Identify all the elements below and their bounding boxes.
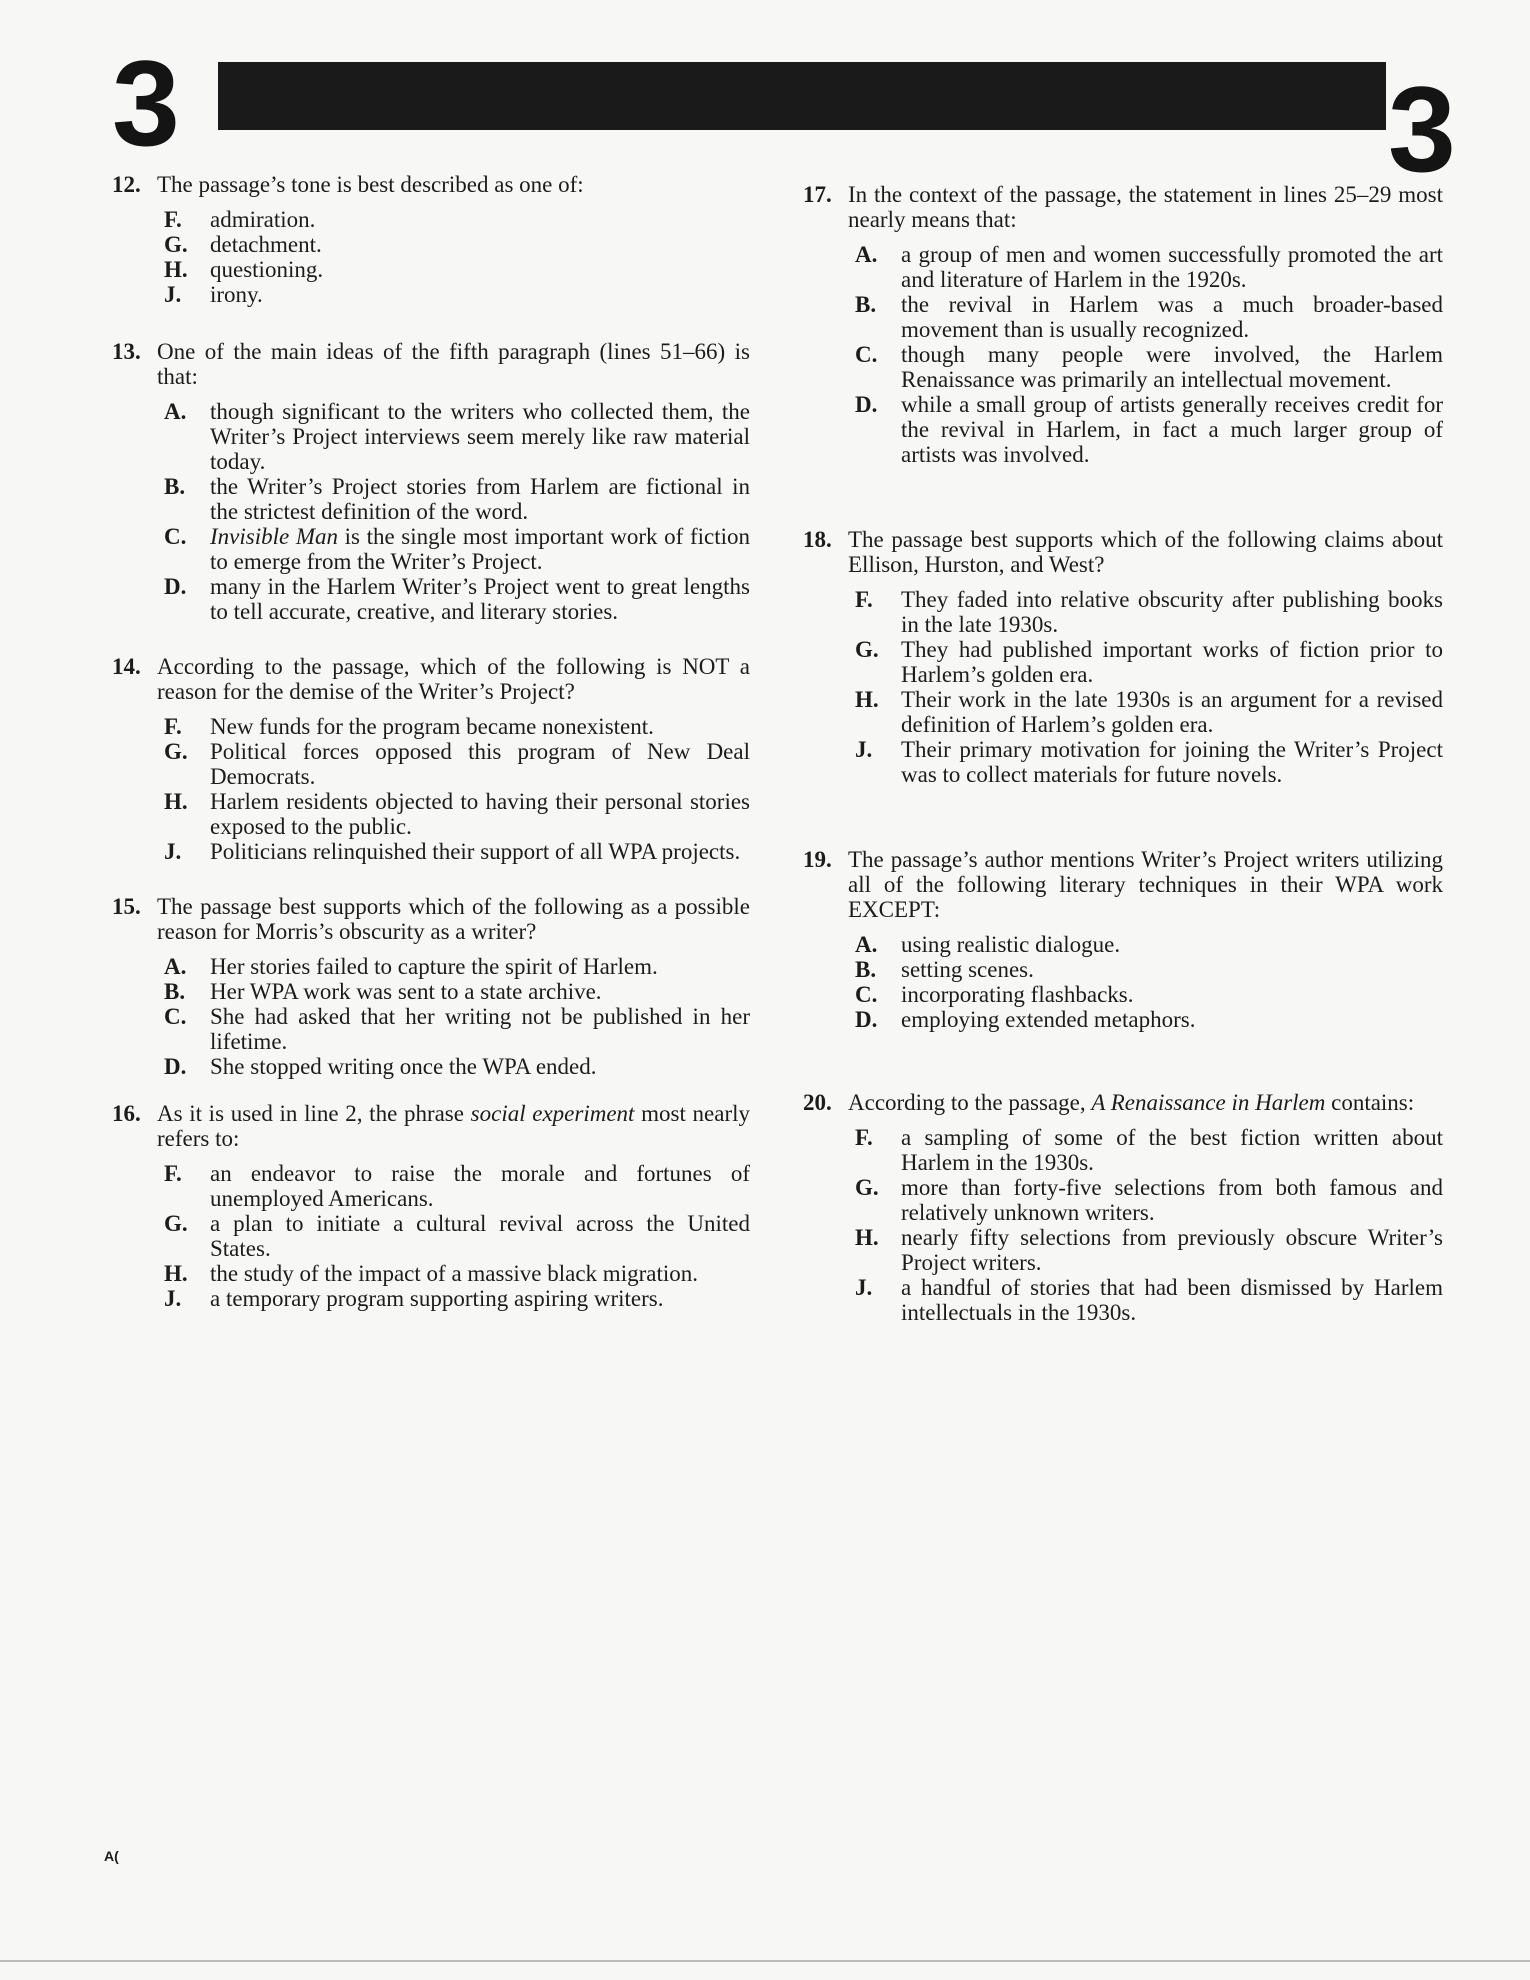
answer-choice-g[interactable] [164,739,750,789]
answer-choice-f[interactable] [855,587,1443,637]
choice-text: a temporary program supporting aspiring writers. [210,1286,664,1311]
choice-text: Her WPA work was sent to a state archive. [210,979,602,1004]
stem-text: According to the passage, [848,1090,1092,1115]
choice-text: nearly fifty selections from previously obscure Writer’s Project writers. [901,1225,1443,1275]
question-17 [803,182,1443,467]
choice-text: though many people were involved, the Harlem Renaissance was primarily an intellectual movement. [901,342,1443,392]
answer-choices [855,1125,1443,1325]
choice-letter: C. [855,342,878,367]
question-stem: According to the passage, which of the following is NOT a reason for the demise of the Writer’s Project? [157,654,750,704]
question-18 [803,527,1443,787]
choice-text: setting scenes. [901,957,1034,982]
choice-letter: B. [855,957,877,982]
choice-text: a plan to initiate a cultural revival across the United States. [210,1211,750,1261]
answer-choices [855,242,1443,467]
answer-choice-h[interactable] [164,789,750,839]
choice-text: Harlem residents objected to having their personal stories exposed to the public. [210,789,750,839]
choice-text: Their primary motivation for joining the Writer’s Project was to collect materials for future novels. [901,737,1443,787]
answer-choice-h[interactable] [855,687,1443,737]
choice-text: the revival in Harlem was a much broader-based movement than is usually recognized. [901,292,1443,342]
choice-text: incorporating flashbacks. [901,982,1134,1007]
answer-choice-f[interactable] [164,207,750,232]
choice-text [210,524,750,574]
question-number: 13. [112,339,141,364]
answer-choices [164,207,750,307]
question-stem: The passage best supports which of the following claims about Ellison, Hurston, and West? [848,527,1443,577]
choice-letter: G. [164,739,188,764]
answer-choice-f[interactable] [164,1161,750,1211]
answer-choice-b[interactable] [164,979,750,1004]
choice-letter: G. [855,637,879,662]
answer-choice-g[interactable] [164,1211,750,1261]
answer-choice-h[interactable] [855,1225,1443,1275]
answer-choice-a[interactable] [164,399,750,474]
choice-letter: D. [164,1054,187,1079]
choice-text: the Writer’s Project stories from Harlem are fictional in the strictest definition of the word. [210,474,750,524]
answer-choice-f[interactable] [855,1125,1443,1175]
choice-letter: A. [855,242,878,267]
choice-text: Her stories failed to capture the spirit of Harlem. [210,954,658,979]
choice-letter: F. [855,587,873,612]
choice-letter: D. [855,392,878,417]
answer-choice-g[interactable] [855,637,1443,687]
choice-letter: J. [164,1286,182,1311]
answer-choices [164,1161,750,1311]
choice-text: the study of the impact of a massive black migration. [210,1261,698,1286]
choice-text: detachment. [210,232,322,257]
choice-letter: F. [855,1125,873,1150]
section-number-right: 3 [1388,61,1456,197]
choice-letter: D. [164,574,187,599]
answer-choices [164,399,750,624]
question-16 [112,1101,750,1311]
answer-choice-j[interactable] [855,737,1443,787]
left-column [112,172,750,1311]
section-number-left: 3 [112,35,180,171]
answer-choice-a[interactable] [855,932,1443,957]
answer-choices [164,714,750,864]
choice-letter: A. [164,954,187,979]
choice-letter: H. [164,789,188,814]
answer-choice-b[interactable] [855,957,1443,982]
choice-letter: H. [855,1225,879,1250]
question-stem: The passage’s tone is best described as one of: [157,172,584,197]
answer-choice-d[interactable] [164,1054,750,1079]
stem-text: most nearly refers to: [157,1101,750,1151]
answer-choice-c[interactable] [855,982,1443,1007]
answer-choice-j[interactable] [164,282,750,307]
answer-choice-c[interactable] [855,342,1443,392]
question-number: 15. [112,894,141,919]
choice-letter: H. [164,257,188,282]
answer-choice-a[interactable] [855,242,1443,292]
footer-mark: A( [104,1848,119,1864]
section-header-bar [218,62,1386,130]
question-15 [112,894,750,1079]
choice-text: a handful of stories that had been dismissed by Harlem intellectuals in the 1930s. [901,1275,1443,1325]
choice-text: though significant to the writers who collected them, the Writer’s Project interviews seem merely like raw material today. [210,399,750,474]
answer-choices [855,587,1443,787]
question-14 [112,654,750,864]
answer-choice-d[interactable] [855,392,1443,467]
choice-letter: F. [164,714,182,739]
question-20 [803,1090,1443,1325]
question-stem: In the context of the passage, the statement in lines 25–29 most nearly means that: [848,182,1443,232]
right-column [803,182,1443,1325]
choice-text: employing extended metaphors. [901,1007,1196,1032]
choice-letter: D. [855,1007,878,1032]
choice-text: They had published important works of fiction prior to Harlem’s golden era. [901,637,1443,687]
choice-letter: B. [164,474,186,499]
answer-choice-g[interactable] [855,1175,1443,1225]
book-title: Invisible Man [210,524,338,549]
question-stem: One of the main ideas of the fifth paragraph (lines 51–66) is that: [157,339,750,389]
question-number: 14. [112,654,141,679]
choice-text: New funds for the program became nonexistent. [210,714,654,739]
answer-choice-c[interactable] [164,1004,750,1054]
choice-text: an endeavor to raise the morale and fortunes of unemployed Americans. [210,1161,750,1211]
choice-text: using realistic dialogue. [901,932,1121,957]
question-19 [803,847,1443,1032]
answer-choice-f[interactable] [164,714,750,739]
choice-text: many in the Harlem Writer’s Project went to great lengths to tell accurate, creative, and literary stories. [210,574,750,624]
choice-letter: G. [164,232,188,257]
choice-letter: J. [855,1275,873,1300]
answer-choice-b[interactable] [164,474,750,524]
question-number: 19. [803,847,832,872]
choice-text: admiration. [210,207,316,232]
stem-text: As it is used in line 2, the phrase [157,1101,471,1126]
choice-letter: H. [164,1261,188,1286]
answer-choice-h[interactable] [164,1261,750,1286]
question-number: 16. [112,1101,141,1126]
choice-letter: B. [164,979,186,1004]
choice-text-rest: is the single most important work of fiction to emerge from the Writer’s Project. [210,524,750,574]
question-number: 18. [803,527,832,552]
choice-letter: C. [855,982,878,1007]
question-13 [112,339,750,624]
answer-choice-c[interactable] [164,524,750,574]
choice-letter: C. [164,524,187,549]
question-number: 20. [803,1090,832,1115]
choice-letter: H. [855,687,879,712]
answer-choice-j[interactable] [164,839,750,864]
choice-letter: C. [164,1004,187,1029]
stem-text: contains: [1325,1090,1415,1115]
choice-letter: F. [164,207,182,232]
choice-letter: J. [164,282,182,307]
choice-text: She stopped writing once the WPA ended. [210,1054,597,1079]
choice-text: She had asked that her writing not be published in her lifetime. [210,1004,750,1054]
choice-letter: B. [855,292,877,317]
choice-text: questioning. [210,257,324,282]
answer-choice-j[interactable] [855,1275,1443,1325]
question-number: 12. [112,172,141,197]
choice-letter: J. [164,839,182,864]
choice-text: Political forces opposed this program of New Deal Democrats. [210,739,750,789]
question-stem [848,1090,1443,1115]
answer-choices [164,954,750,1079]
choice-text: a sampling of some of the best fiction written about Harlem in the 1930s. [901,1125,1443,1175]
question-stem: The passage’s author mentions Writer’s Project writers utilizing all of the following literary techniques in their WPA work EXCEPT: [848,847,1443,922]
page-bottom-edge [0,1960,1530,1962]
choice-text: a group of men and women successfully promoted the art and literature of Harlem in the 1920s. [901,242,1443,292]
choice-text: Politicians relinquished their support of all WPA projects. [210,839,741,864]
choice-text: Their work in the late 1930s is an argument for a revised definition of Harlem’s golden era. [901,687,1443,737]
answer-choice-h[interactable] [164,257,750,282]
book-title: A Renaissance in Harlem [1091,1090,1326,1115]
choice-letter: G. [855,1175,879,1200]
answer-choice-d[interactable] [855,1007,1443,1032]
choice-text: irony. [210,282,263,307]
answer-choice-b[interactable] [855,292,1443,342]
answer-choice-g[interactable] [164,232,750,257]
answer-choice-a[interactable] [164,954,750,979]
question-stem [157,1101,750,1151]
answer-choices [855,932,1443,1032]
question-number: 17. [803,182,832,207]
answer-choice-d[interactable] [164,574,750,624]
question-stem: The passage best supports which of the following as a possible reason for Morris’s obscurity as a writer? [157,894,750,944]
choice-text: more than forty-five selections from both famous and relatively unknown writers. [901,1175,1443,1225]
choice-letter: G. [164,1211,188,1236]
quoted-phrase: social experiment [470,1101,635,1126]
choice-letter: J. [855,737,873,762]
choice-letter: F. [164,1161,182,1186]
question-12 [112,172,750,307]
choice-text: while a small group of artists generally receives credit for the revival in Harlem, in fact a much larger group of artists was involved. [901,392,1443,467]
choice-letter: A. [164,399,187,424]
answer-choice-j[interactable] [164,1286,750,1311]
choice-text: They faded into relative obscurity after publishing books in the late 1930s. [901,587,1443,637]
choice-letter: A. [855,932,878,957]
